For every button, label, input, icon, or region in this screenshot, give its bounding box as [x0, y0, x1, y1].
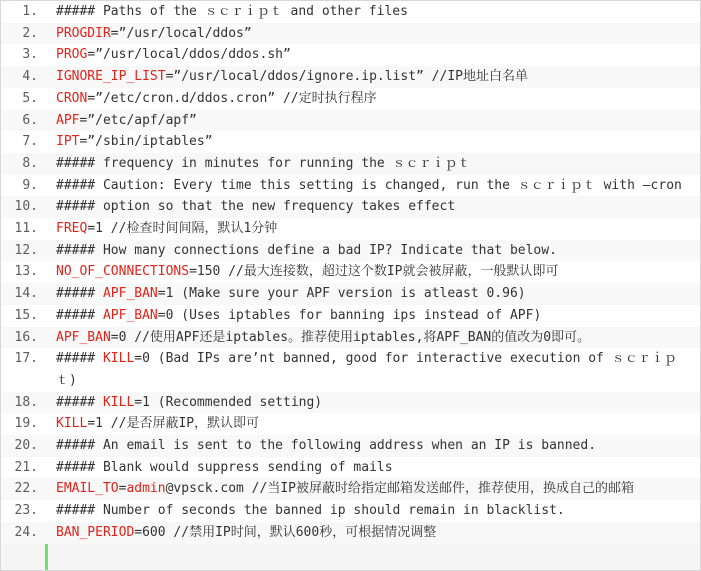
code-segment: ##### — [56, 307, 103, 323]
code-variable: APF_BAN — [102, 307, 158, 323]
code-line — [1, 522, 700, 544]
line-number: 10. — [14, 199, 38, 215]
code-text — [38, 196, 700, 218]
line-number: 17. — [14, 351, 38, 367]
line-number: 5. — [22, 90, 38, 106]
code-lines — [1, 1, 700, 544]
line-number: 8. — [22, 155, 38, 171]
code-line — [1, 478, 700, 500]
code-segment: @vpsck.com //当IP被屏蔽时给指定邮箱发送邮件，推荐使用，换成自己的邮箱 — [165, 481, 634, 497]
line-number: 7. — [22, 134, 38, 150]
line-number: 1. — [22, 4, 38, 19]
line-number: 11. — [14, 221, 38, 237]
code-line — [1, 23, 700, 45]
code-variable: NO_OF_CONNECTIONS — [56, 264, 190, 280]
code-text — [38, 23, 700, 45]
line-number: 3. — [22, 47, 38, 63]
code-segment: =1 (Recommended setting) — [134, 394, 323, 410]
code-line — [1, 66, 700, 88]
code-variable: APF — [56, 112, 80, 128]
line-number: 24. — [14, 524, 38, 540]
code-variable: KILL — [56, 416, 88, 432]
code-variable: APF_BAN — [102, 286, 158, 302]
code-variable: KILL — [102, 351, 135, 367]
code-segment: ##### Number of seconds the banned ip should remain in blacklist. — [56, 503, 565, 519]
line-number: 19. — [14, 416, 38, 432]
code-segment: =1 //检查时间间隔，默认1分钟 — [87, 221, 278, 237]
code-segment: =”/etc/apf/apf” — [79, 112, 197, 128]
code-variable: PROG — [56, 47, 88, 63]
code-text — [38, 392, 700, 414]
line-number: 22. — [14, 481, 38, 497]
code-segment: ##### — [56, 351, 103, 367]
code-variable: PROGDIR — [56, 25, 111, 41]
code-line — [1, 457, 700, 479]
code-line — [1, 1, 700, 23]
line-number: 2. — [22, 25, 38, 41]
code-segment: = — [118, 481, 127, 497]
code-segment: =”/sbin/iptables” — [79, 134, 213, 150]
code-segment: =”/usr/local/ddos/ignore.ip.list” //IP地址白名单 — [165, 69, 528, 85]
code-line — [1, 240, 700, 262]
code-text — [38, 522, 700, 544]
code-line — [1, 261, 700, 283]
code-variable: IPT — [56, 134, 80, 150]
code-text — [38, 283, 700, 305]
code-variable: IGNORE_IP_LIST — [56, 69, 166, 85]
code-segment: =”/usr/local/ddos/ddos.sh” — [87, 47, 291, 63]
code-line — [1, 110, 700, 132]
code-segment: ##### Paths of the ｓｃｒｉｐｔ and other files — [56, 4, 408, 19]
code-variable: admin — [126, 481, 166, 497]
code-segment: =1 //是否屏蔽IP，默认即可 — [87, 416, 260, 432]
code-text — [38, 88, 700, 110]
code-text — [38, 348, 700, 391]
line-number: 9. — [22, 177, 38, 193]
code-line — [1, 175, 700, 197]
code-text — [38, 175, 700, 197]
code-text — [38, 44, 700, 66]
code-segment: ##### How many connections define a bad IP? Indicate that below. — [56, 242, 557, 258]
line-number: 18. — [14, 394, 38, 410]
code-segment: =150 //最大连接数，超过这个数IP就会被屏蔽，一般默认即可 — [189, 264, 559, 280]
code-line — [1, 392, 700, 414]
code-line — [1, 283, 700, 305]
code-segment: =0 (Bad IPs are’nt banned, good for interactive execution of ｓｃｒｉｐｔ) — [56, 351, 677, 388]
line-number: 15. — [14, 307, 38, 323]
code-variable: APF_BAN — [56, 329, 111, 345]
code-variable: CRON — [56, 90, 88, 106]
code-segment: ##### Blank would suppress sending of mails — [56, 459, 393, 475]
code-text — [38, 261, 700, 283]
code-segment: ##### — [56, 394, 103, 410]
code-segment: =”/usr/local/ddos” — [110, 25, 252, 41]
code-text — [38, 435, 700, 457]
code-line — [1, 196, 700, 218]
code-text — [38, 457, 700, 479]
code-line — [1, 413, 700, 435]
code-variable: BAN_PERIOD — [56, 524, 135, 540]
code-segment: ##### An email is sent to the following address when an IP is banned. — [56, 438, 597, 454]
line-number: 4. — [22, 69, 38, 85]
line-number: 20. — [14, 438, 38, 454]
code-segment: =600 //禁用IP时间，默认600秒，可根据情况调整 — [134, 524, 437, 540]
line-number: 13. — [14, 264, 38, 280]
code-text — [38, 110, 700, 132]
code-line — [1, 348, 700, 391]
code-line — [1, 131, 700, 153]
code-variable: FREQ — [56, 221, 88, 237]
code-text — [38, 153, 700, 175]
code-line — [1, 327, 700, 349]
code-segment: ##### option so that the new frequency takes effect — [56, 199, 456, 215]
code-segment: =0 (Uses iptables for banning ips instead of APF) — [157, 307, 542, 323]
code-text — [38, 131, 700, 153]
code-text — [38, 413, 700, 435]
code-segment: =”/etc/cron.d/ddos.cron” //定时执行程序 — [87, 90, 377, 106]
code-text — [38, 500, 700, 522]
code-line — [1, 88, 700, 110]
code-text — [38, 305, 700, 327]
line-number: 21. — [14, 459, 38, 475]
code-segment: =0 //使用APF还是iptables。推荐使用iptables,将APF_BAN的值改为0即可。 — [110, 329, 591, 345]
code-line — [1, 500, 700, 522]
code-line — [1, 305, 700, 327]
code-text — [38, 240, 700, 262]
code-text — [38, 218, 700, 240]
line-number: 14. — [14, 286, 38, 302]
code-text — [38, 1, 700, 23]
line-number: 23. — [14, 503, 38, 519]
code-segment: =1 (Make sure your APF version is atleast 0.96) — [157, 286, 526, 302]
line-number: 16. — [14, 329, 38, 345]
line-number: 6. — [22, 112, 38, 128]
code-variable: KILL — [102, 394, 135, 410]
code-text — [38, 327, 700, 349]
code-segment: ##### Caution: Every time this setting is changed, run the ｓｃｒｉｐｔ with –cron — [56, 177, 682, 193]
code-line — [1, 218, 700, 240]
code-line — [1, 44, 700, 66]
code-variable: EMAIL_TO — [56, 481, 119, 497]
code-text — [38, 478, 700, 500]
code-text — [38, 66, 700, 88]
line-number: 12. — [14, 242, 38, 258]
code-line — [1, 435, 700, 457]
code-segment: ##### — [56, 286, 103, 302]
code-line — [1, 153, 700, 175]
code-segment: ##### frequency in minutes for running the ｓｃｒｉｐｔ — [56, 155, 471, 171]
